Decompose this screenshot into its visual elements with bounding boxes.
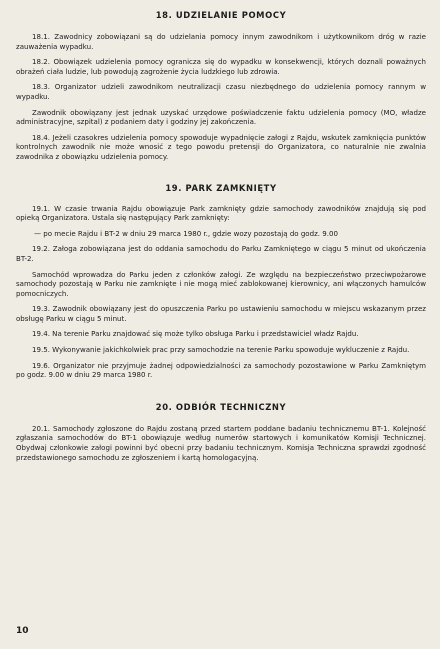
paragraph-19-1: 19.1. W czasie trwania Rajdu obowiązuje Park zamknięty gdzie samochody zawodników znajdują się pod opieką Organizatora. Ustala się następujący Park zamknięty: [16, 203, 426, 223]
paragraph-19-2-continued: Samochód wprowadza do Parku jeden z członków załogi. Ze względu na bezpieczeństwo przeciwpożarowe samochody pozostają w Parku nie zamknięte i nie mogą mieć zablokowanej kierownicy, ani włączonych hamulców pomocniczych. [16, 269, 426, 298]
paragraph-18-1: 18.1. Zawodnicy zobowiązani są do udzielania pomocy innym zawodnikom i użytkownikom dróg w razie zauważenia wypadku. [16, 32, 426, 51]
paragraph-19-2: 19.2. Załoga zobowiązana jest do oddania samochodu do Parku Zamkniętego w ciągu 5 minut od ukończenia BT-2. [16, 244, 426, 263]
paragraph-18-3: 18.3. Organizator udzieli zawodnikom neutralizacji czasu niezbędnego do udzielenia pomocy rannym w wypadku. [16, 82, 426, 101]
section-20-heading: 20. ODBIÓR TECHNICZNY [155, 401, 287, 412]
paragraph-19-3: 19.3. Zawodnik obowiązany jest do opuszczenia Parku po ustawieniu samochodu w miejscu wskazanym przez obsługę Parku w ciągu 5 minut. [16, 304, 426, 323]
paragraph-19-1-list-item: — po mecie Rajdu i BT-2 w dniu 29 marca 1980 r., gdzie wozy pozostają do godz. 9.00 [34, 228, 338, 238]
paragraph-18-2: 18.2. Obowiązek udzielenia pomocy ogranicza się do wypadku w konsekwencji, których doznali poważnych obrażeń ciała ludzie, lub powodują zagrożenie życia ludzkiego lub zdrowia. [16, 57, 426, 76]
section-19-heading: 19. PARK ZAMKNIĘTY [165, 182, 277, 193]
page-number: 10 [16, 626, 29, 636]
paragraph-18-4: 18.4. Jeżeli czasokres udzielenia pomocy spowoduje wypadnięcie załogi z Rajdu, wskutek zamknięcia punktów kontrolnych zawodnik nie może wnosić z tego powodu pretensji do Organizatora, co naturalnie nie zwalnia zawodnika z obowiązku udzielenia pomocy. [16, 132, 426, 161]
section-18-heading: 18. UDZIELANIE POMOCY [155, 10, 287, 20]
paragraph-19-5: 19.5. Wykonywanie jakichkolwiek prac przy samochodzie na terenie Parku spowoduje wykluczenie z Rajdu. [32, 345, 410, 355]
paragraph-19-4: 19.4. Na terenie Parku znajdować się może tylko obsługa Parku i przedstawiciel władz Rajdu. [32, 329, 359, 339]
paragraph-19-6: 19.6. Organizator nie przyjmuje żadnej odpowiedzialności za samochody pozostawione w Parku Zamkniętym po godz. 9.00 w dniu 29 marca 1980 r. [16, 360, 426, 380]
paragraph-20-1: 20.1. Samochody zgłoszone do Rajdu zostaną przed startem poddane badaniu technicznemu BT-1. Kolejność zgłaszania samochodów do BT-1 obowiązuje według numerów startowych i komunikatów Komisji Technicznej. Obydwaj członkowie załogi powinni być obecni przy badaniu technicznym. Komisja Techniczna sprawdzi zgodność przedstawionego samochodu ze zgłoszeniem i kartą homologacyjną. [16, 423, 426, 462]
paragraph-18-3-continued: Zawodnik obowiązany jest jednak uzyskać urzędowe poświadczenie faktu udzielenia pomocy (MO, władze administracyjne, szpital) z podaniem daty i godziny jej zakończenia. [16, 107, 426, 127]
